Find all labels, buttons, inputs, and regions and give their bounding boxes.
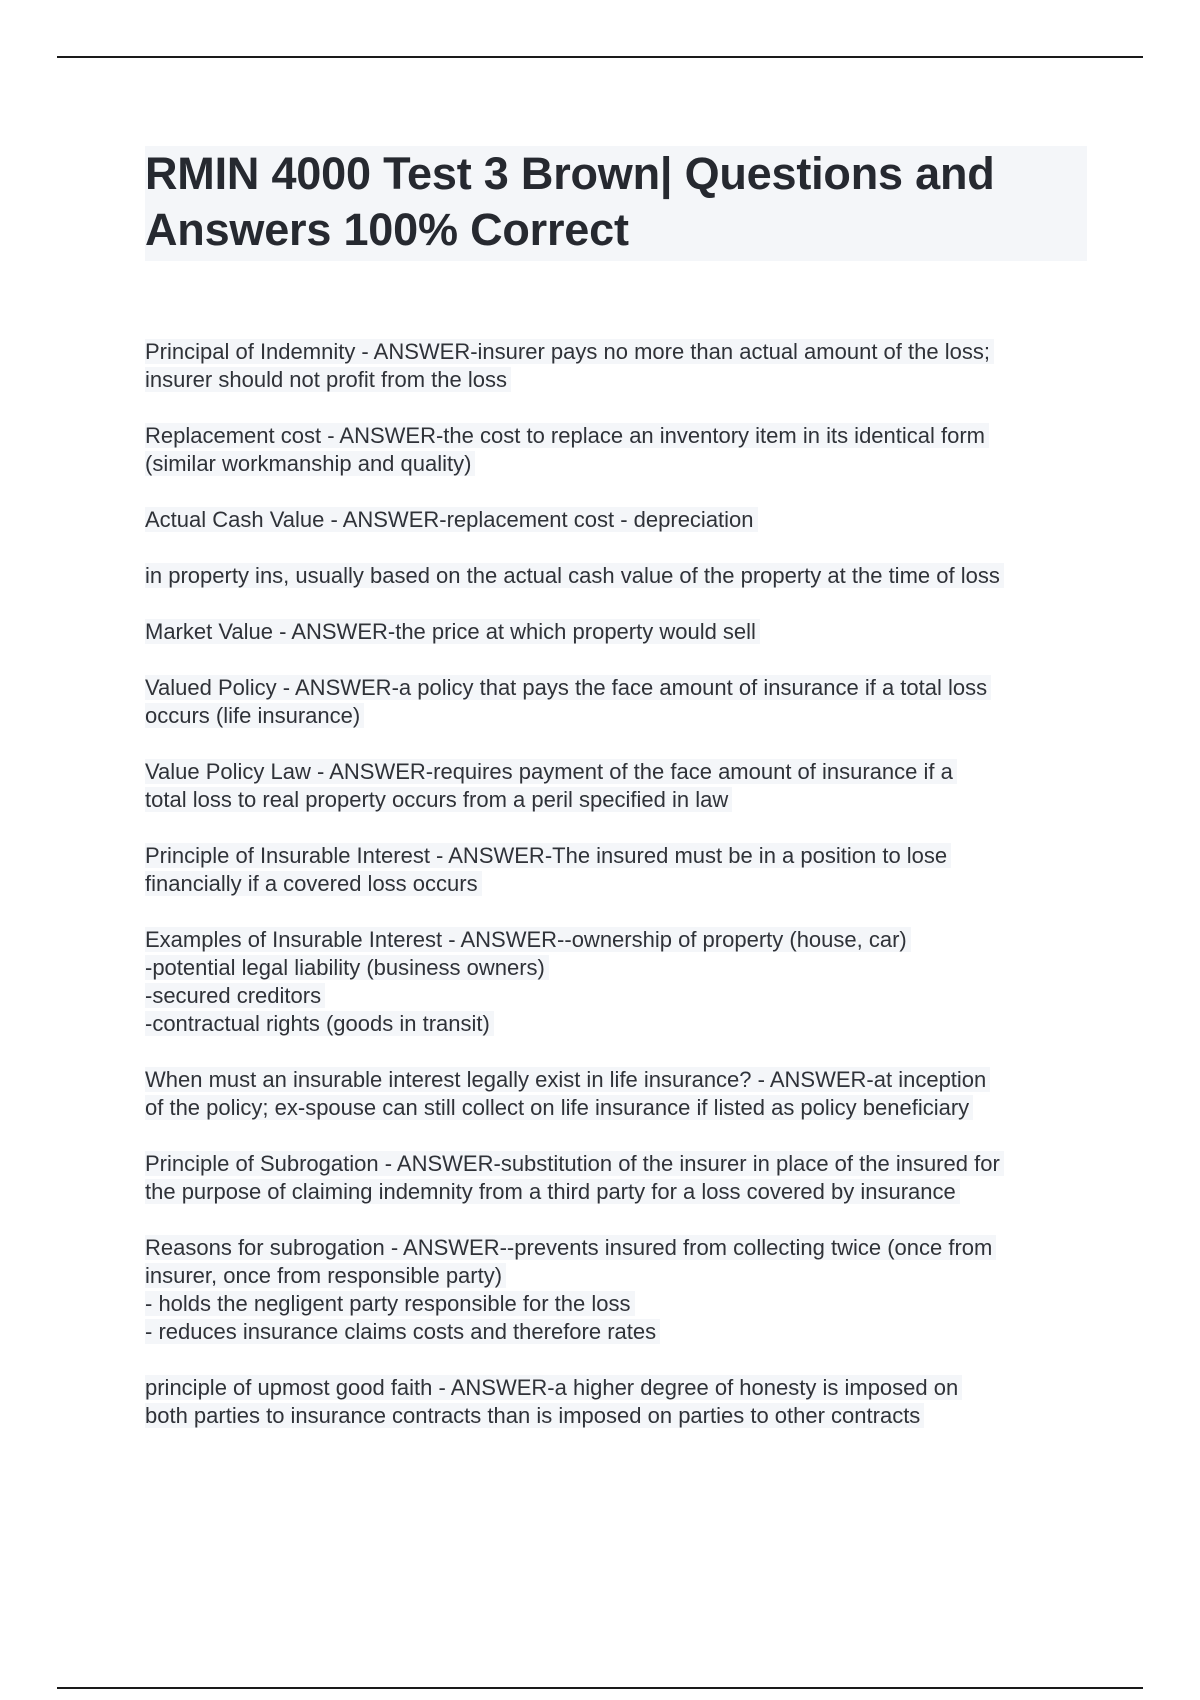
entry-line: -contractual rights (goods in transit)	[145, 1011, 494, 1036]
entry-line: occurs (life insurance)	[145, 703, 364, 728]
entry-line: Value Policy Law - ANSWER-requires payment of the face amount of insurance if a	[145, 759, 957, 784]
entry-line: principle of upmost good faith - ANSWER-a higher degree of honesty is imposed on	[145, 1375, 962, 1400]
entry-line: both parties to insurance contracts than is imposed on parties to other contracts	[145, 1403, 924, 1428]
entry-line: of the policy; ex-spouse can still collect on life insurance if listed as policy beneficiary	[145, 1095, 973, 1120]
qa-entry-upmost-good-faith	[145, 1374, 1095, 1430]
entry-line: -potential legal liability (business owners)	[145, 955, 549, 980]
qa-entry-value-policy-law	[145, 758, 1095, 814]
entry-line: financially if a covered loss occurs	[145, 871, 482, 896]
entry-line: When must an insurable interest legally exist in life insurance? - ANSWER-at inception	[145, 1067, 990, 1092]
qa-entry-examples-insurable-interest	[145, 926, 1095, 1038]
entry-line: Replacement cost - ANSWER-the cost to replace an inventory item in its identical form	[145, 423, 989, 448]
qa-entry-principal-of-indemnity	[145, 338, 1095, 394]
entry-line: Valued Policy - ANSWER-a policy that pays the face amount of insurance if a total loss	[145, 675, 991, 700]
header-rule	[57, 56, 1143, 58]
qa-entry-life-insurance-interest	[145, 1066, 1095, 1122]
entry-line: - holds the negligent party responsible for the loss	[145, 1291, 635, 1316]
entry-line: Principle of Subrogation - ANSWER-substitution of the insurer in place of the insured for	[145, 1151, 1004, 1176]
entry-line: - reduces insurance claims costs and therefore rates	[145, 1319, 660, 1344]
qa-entry-reasons-for-subrogation	[145, 1234, 1095, 1346]
qa-entry-principle-of-subrogation	[145, 1150, 1095, 1206]
entry-line: Actual Cash Value - ANSWER-replacement cost - depreciation	[145, 507, 758, 532]
entry-line: Principle of Insurable Interest - ANSWER-The insured must be in a position to lose	[145, 843, 951, 868]
entry-line: (similar workmanship and quality)	[145, 451, 475, 476]
entry-line: Examples of Insurable Interest - ANSWER--ownership of property (house, car)	[145, 927, 911, 952]
entry-line: in property ins, usually based on the actual cash value of the property at the time of loss	[145, 563, 1004, 588]
entry-line: the purpose of claiming indemnity from a third party for a loss covered by insurance	[145, 1179, 960, 1204]
entry-line: total loss to real property occurs from a peril specified in law	[145, 787, 732, 812]
qa-entry-insurable-interest	[145, 842, 1095, 898]
qa-entry-replacement-cost	[145, 422, 1095, 478]
qa-list	[145, 338, 1095, 1458]
entry-line: Market Value - ANSWER-the price at which property would sell	[145, 619, 760, 644]
entry-line: Reasons for subrogation - ANSWER--prevents insured from collecting twice (once from	[145, 1235, 996, 1260]
entry-line: insurer, once from responsible party)	[145, 1263, 506, 1288]
entry-line: insurer should not profit from the loss	[145, 367, 511, 392]
title-line: Answers 100% Correct	[145, 204, 629, 255]
document-title	[145, 146, 1087, 261]
footer-rule	[57, 1687, 1143, 1689]
qa-entry-market-value	[145, 618, 1095, 646]
title-line: RMIN 4000 Test 3 Brown| Questions and	[145, 148, 995, 199]
entry-line: Principal of Indemnity - ANSWER-insurer pays no more than actual amount of the loss;	[145, 339, 994, 364]
entry-line: -secured creditors	[145, 983, 325, 1008]
qa-entry-valued-policy	[145, 674, 1095, 730]
qa-entry-actual-cash-value	[145, 506, 1095, 534]
qa-entry-property-ins-note	[145, 562, 1095, 590]
